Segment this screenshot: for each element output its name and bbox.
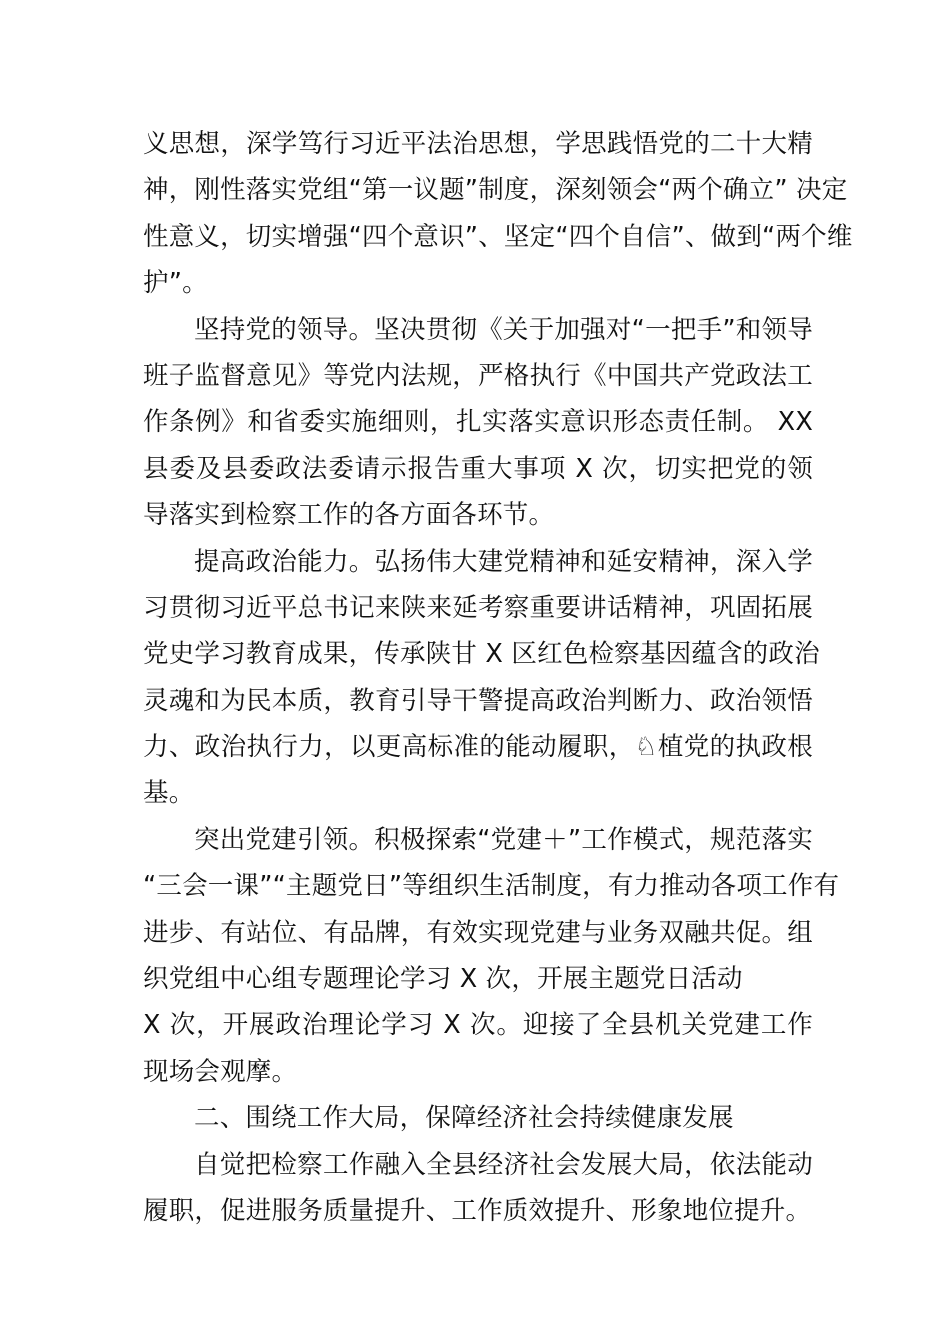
text-line: “三会一课”“主题党日”等组织生活制度，有力推动各项工作有 [143,871,840,902]
text-line: 班子监督意见》等党内法规，严格执行《中国共产党政法工 [143,360,813,391]
text-line: 现场会观摩。 [143,1056,298,1087]
text-line: 作条例》和省委实施细则，扎实落实意识形态责任制。 XX [143,407,813,438]
paragraph-heading-line: 提高政治能力。弘扬伟大建党精神和延安精神，深入学 [194,546,813,577]
document-body [143,121,853,1234]
text-line: 自觉把检察工作融入全县经济社会发展大局，依法能动 [194,1149,813,1180]
text-line: 义思想，深学笃行习近平法治思想，学思践悟党的二十大精 [143,129,813,159]
paragraph-heading-line: 坚持党的领导。坚决贯彻《关于加强对“一把手”和领导 [194,314,813,345]
section-heading: 二、围绕工作大局，保障经济社会持续健康发展 [194,1103,734,1134]
text-line: 习贯彻习近平总书记来陕来延考察重要讲话精神，巩固拓展 [143,592,813,623]
text-line: 县委及县委政法委请示报告重大事项 X 次，切实把党的领 [143,453,813,484]
text-line: 党史学习教育成果，传承陕甘 X 区红色检察基因蕴含的政治 [143,639,820,670]
text-line: 进步、有站位、有品牌，有效实现党建与业务双融共促。组 [143,917,813,948]
text-line: 护”。 [143,268,208,299]
paragraph-heading-line: 突出党建引领。积极探索“党建＋”工作模式，规范落实 [194,824,813,855]
text-line: 履职，促进服务质量提升、工作质效提升、形象地位提升。 [143,1195,812,1226]
text-line: 性意义，切实增强“四个意识”、坚定“四个自信”、做到“两个维 [143,221,853,252]
text-line: 织党组中心组专题理论学习 X 次，开展主题党日活动 [143,964,743,995]
text-line: 神，刚性落实党组“第一议题”制度，深刻领会“两个确立” 决定 [143,175,848,206]
text-line: 基。 [143,778,195,809]
text-line: 导落实到检察工作的各方面各环节。 [143,500,555,531]
text-line: 灵魂和为民本质，教育引导干警提高政治判断力、政治领悟 [143,685,813,716]
text-line: 力、政治执行力，以更高标准的能动履职，♘植党的执政根 [143,732,813,763]
text-line: X 次，开展政治理论学习 X 次。迎接了全县机关党建工作 [143,1010,813,1041]
